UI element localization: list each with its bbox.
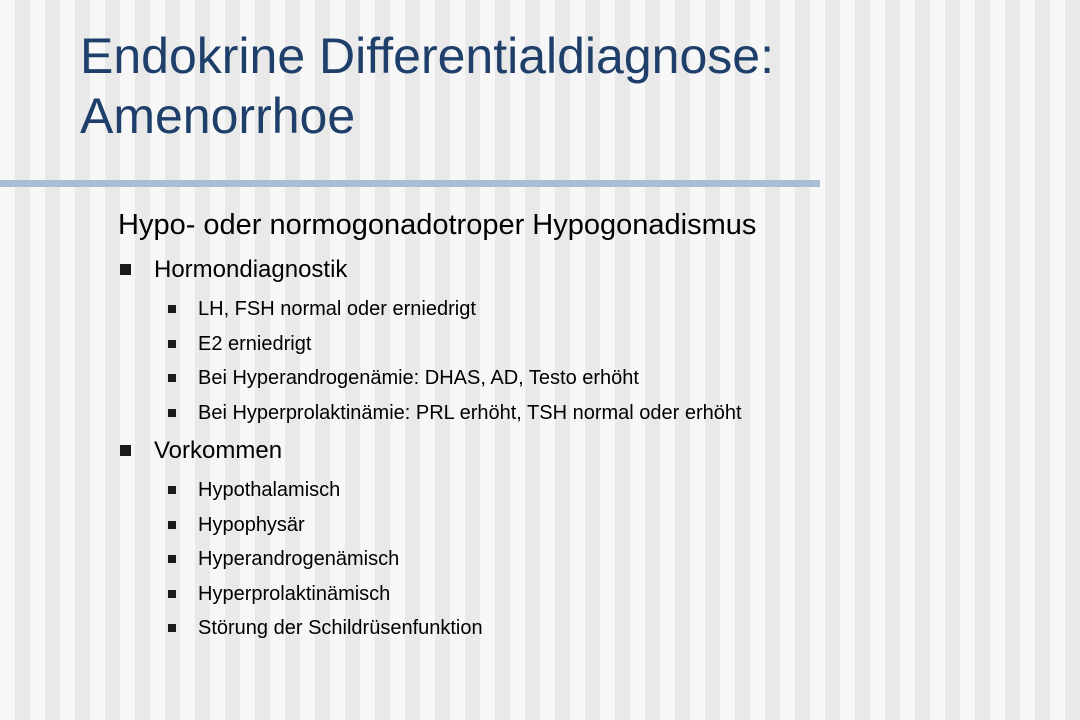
square-bullet-icon bbox=[168, 624, 176, 632]
section-vorkommen bbox=[118, 434, 1058, 646]
list-item bbox=[154, 292, 1058, 327]
list-item-text: Hyperprolaktinämisch bbox=[198, 582, 391, 605]
list-item-text: Bei Hyperprolaktinämie: PRL erhöht, TSH normal oder erhöht bbox=[198, 401, 742, 424]
list-item bbox=[154, 473, 1058, 508]
list-item-text: Hypophysär bbox=[198, 513, 305, 536]
list-item bbox=[154, 542, 1058, 577]
list-item-text: Bei Hyperandrogenämie: DHAS, AD, Testo erhöht bbox=[198, 367, 639, 389]
slide-title-line-2: Amenorrhoe bbox=[80, 88, 356, 144]
square-bullet-icon bbox=[168, 374, 176, 382]
list-item-text: Störung der Schildrüsenfunktion bbox=[198, 617, 483, 639]
section-label: Vorkommen bbox=[154, 437, 283, 464]
slide-title-line-1: Endokrine Differentialdiagnose: bbox=[80, 28, 774, 84]
square-bullet-icon bbox=[168, 340, 176, 348]
list-item bbox=[154, 577, 1058, 612]
list-item bbox=[154, 396, 1058, 431]
list-item-text: Hypothalamisch bbox=[198, 479, 341, 501]
title-underline bbox=[0, 180, 820, 187]
bullet-list bbox=[154, 473, 1058, 646]
list-item-text: Hyperandrogenämisch bbox=[198, 548, 400, 570]
square-bullet-icon bbox=[120, 264, 131, 275]
slide-content bbox=[118, 205, 1058, 646]
content-heading: Hypo- oder normogonadotroper Hypogonadismus bbox=[118, 209, 757, 241]
list-item-text: E2 erniedrigt bbox=[198, 332, 312, 355]
slide-title bbox=[80, 26, 1040, 146]
square-bullet-icon bbox=[168, 590, 176, 598]
section-hormondiagnostik bbox=[118, 253, 1058, 430]
list-item bbox=[154, 611, 1058, 646]
square-bullet-icon bbox=[168, 409, 176, 417]
square-bullet-icon bbox=[168, 486, 176, 494]
bullet-list bbox=[154, 292, 1058, 430]
list-item-text: LH, FSH normal oder erniedrigt bbox=[198, 298, 476, 320]
square-bullet-icon bbox=[120, 445, 131, 456]
list-item bbox=[154, 508, 1058, 543]
section-label: Hormondiagnostik bbox=[154, 256, 348, 283]
square-bullet-icon bbox=[168, 521, 176, 529]
square-bullet-icon bbox=[168, 305, 176, 313]
list-item bbox=[154, 327, 1058, 362]
square-bullet-icon bbox=[168, 555, 176, 563]
list-item bbox=[154, 361, 1058, 396]
